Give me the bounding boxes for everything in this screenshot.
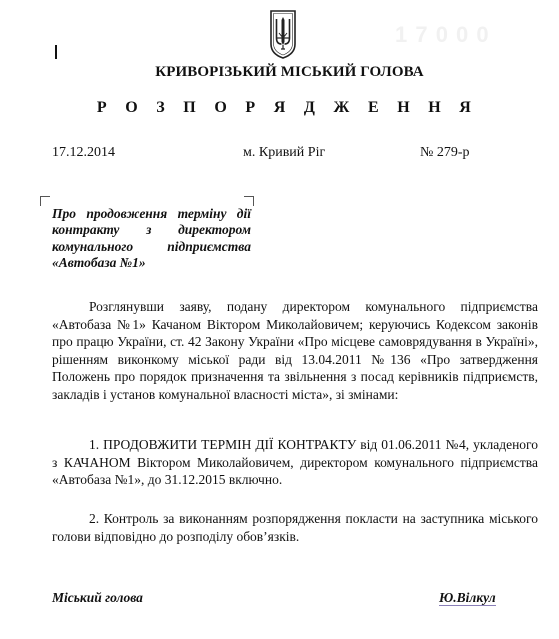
signature-title: Міський голова [52, 590, 143, 605]
paragraph-item-2 [52, 510, 538, 545]
document-city: м. Кривий Ріг [243, 145, 326, 160]
paragraph-item-1 [52, 436, 538, 489]
document-type: Р О З П О Р Я Д Ж Е Н Н Я [96, 99, 479, 116]
paragraph-text: 1. ПРОДОВЖИТИ ТЕРМІН ДІЇ КОНТРАКТУ від 01.06.2011 №4, укладеного з КАЧАНОМ Віктором Миколайовичем, директором комунального підприємства «Автобаза №1», до 31.12.2015 включно. [52, 437, 538, 488]
document-number: № 279-р [420, 145, 470, 160]
paragraph-text: Розглянувши заяву, подану директором комунального підприємства «Автобаза №1» Качаном Віктором Миколайовичем; керуючись Кодексом законів про працю України, ст. 42 Закону України «Про місцеве самоврядування в Україні», рішенням виконкому міської ради від 13.04.2011 №136 «Про затвердження Положень про порядок призначення та звільнення з посад керівників підприємств, закладів і установ комунальної власності міста», зі змінами: [52, 299, 538, 402]
document-date: 17.12.2014 [52, 145, 115, 160]
subject-line: «Автобаза №1» [52, 254, 146, 270]
text-cursor [55, 45, 57, 59]
subject-corner-mark-left [40, 196, 50, 206]
trident-coat-of-arms-icon [268, 8, 298, 60]
faint-watermark: 1 7 0 0 0 [395, 22, 490, 47]
subject-corner-mark-right [244, 196, 254, 206]
issuer-title: КРИВОРІЗЬКИЙ МІСЬКИЙ ГОЛОВА [155, 64, 424, 80]
subject-line: Про продовження терміну дії [52, 206, 251, 221]
signature-name: Ю.Вілкул [439, 590, 496, 605]
subject-line: комунального підприємства [52, 238, 251, 254]
paragraph-preamble [52, 298, 538, 404]
paragraph-text: 2. Контроль за виконанням розпорядження покласти на заступника міського голови відповідно до розподілу обов’язків. [52, 511, 538, 544]
subject-heading [52, 206, 251, 271]
subject-line: контракту з директором [52, 222, 251, 238]
